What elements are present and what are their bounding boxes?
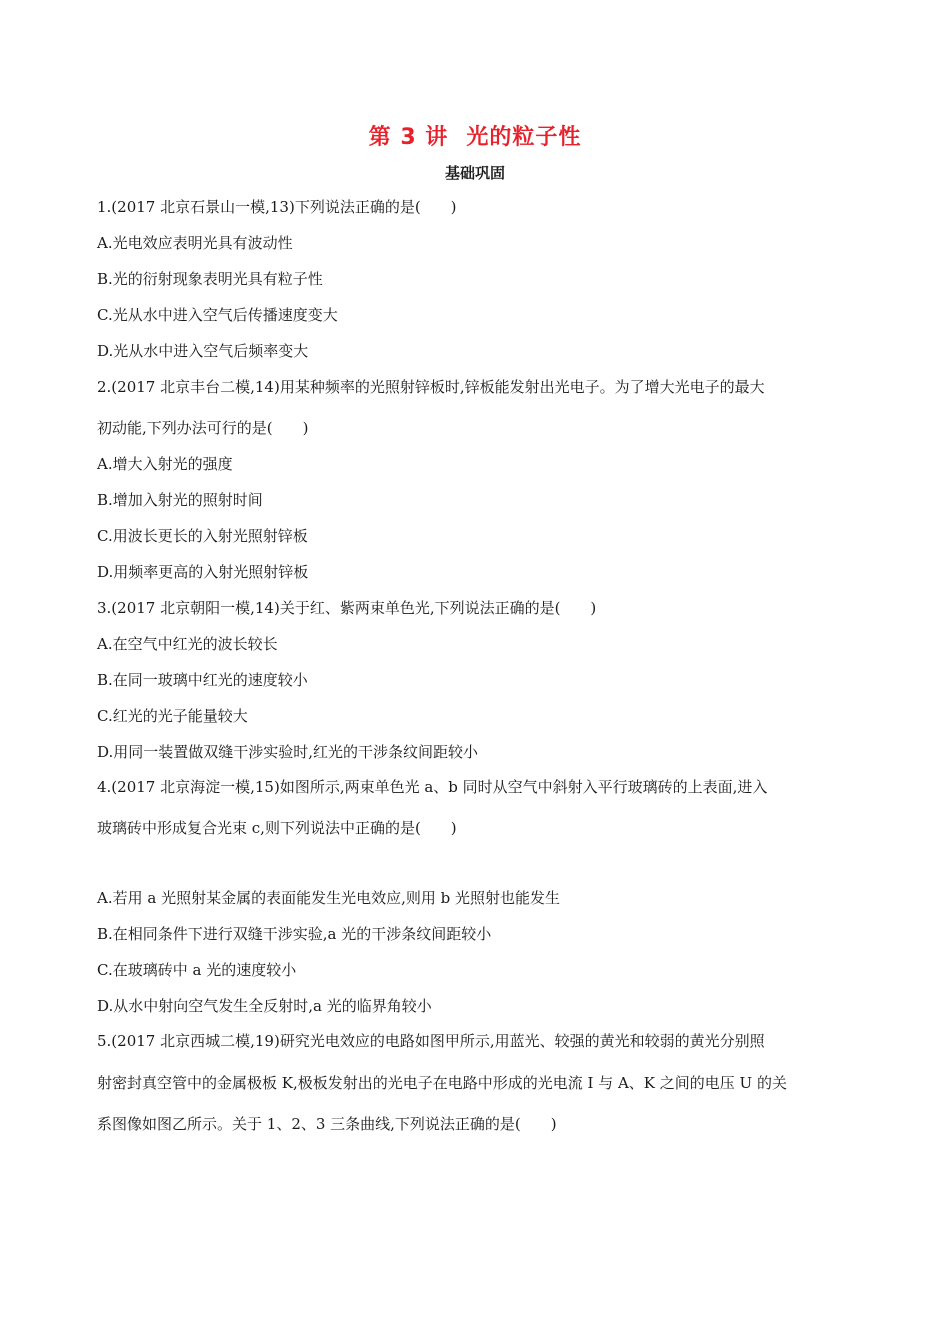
question-1-option-c: C.光从水中进入空气后传播速度变大 [97,306,338,324]
question-4-stem-line-2: 玻璃砖中形成复合光束 c,则下列说法中正确的是( ) [97,819,457,837]
question-3-option-d: D.用同一装置做双缝干涉实验时,红光的干涉条纹间距较小 [97,743,479,761]
question-2-option-d: D.用频率更高的入射光照射锌板 [97,563,309,581]
lecture-title: 光的粒子性 [466,125,582,150]
lecture-number: 第 3 讲 [368,125,449,150]
question-2-option-b: B.增加入射光的照射时间 [97,491,263,509]
question-3-stem: 3.(2017 北京朝阳一模,14)关于红、紫两束单色光,下列说法正确的是( ) [97,599,597,617]
question-4-option-a: A.若用 a 光照射某金属的表面能发生光电效应,则用 b 光照射也能发生 [97,889,560,907]
section-heading: 基础巩固 [444,164,505,182]
question-4-option-d: D.从水中射向空气发生全反射时,a 光的临界角较小 [97,997,432,1015]
question-1-option-b: B.光的衍射现象表明光具有粒子性 [97,270,323,288]
question-5-stem-line-1: 5.(2017 北京西城二模,19)研究光电效应的电路如图甲所示,用蓝光、较强的黄光和较弱的黄光分别照 [97,1032,765,1050]
question-1-stem: 1.(2017 北京石景山一模,13)下列说法正确的是( ) [97,198,457,216]
question-3-option-c: C.红光的光子能量较大 [97,707,248,725]
question-5-stem-line-3: 系图像如图乙所示。关于 1、2、3 三条曲线,下列说法正确的是( ) [97,1115,557,1133]
question-4-stem-line-1: 4.(2017 北京海淀一模,15)如图所示,两束单色光 a、b 同时从空气中斜射入平行玻璃砖的上表面,进入 [97,778,768,796]
question-1-option-d: D.光从水中进入空气后频率变大 [97,342,309,360]
question-5-stem-line-2: 射密封真空管中的金属极板 K,极板发射出的光电子在电路中形成的光电流 I 与 A、K 之间的电压 U 的关 [97,1074,787,1092]
question-2-stem-line-1: 2.(2017 北京丰台二模,14)用某种频率的光照射锌板时,锌板能发射出光电子。为了增大光电子的最大 [97,378,765,396]
question-3-option-b: B.在同一玻璃中红光的速度较小 [97,671,308,689]
question-4-option-b: B.在相同条件下进行双缝干涉实验,a 光的干涉条纹间距较小 [97,925,492,943]
question-1-option-a: A.光电效应表明光具有波动性 [97,234,293,252]
question-2-option-a: A.增大入射光的强度 [97,455,233,473]
question-4-option-c: C.在玻璃砖中 a 光的速度较小 [97,961,297,979]
question-2-stem-line-2: 初动能,下列办法可行的是( ) [97,419,309,437]
page-title [0,120,950,151]
question-3-option-a: A.在空气中红光的波长较长 [97,635,278,653]
question-2-option-c: C.用波长更长的入射光照射锌板 [97,527,308,545]
